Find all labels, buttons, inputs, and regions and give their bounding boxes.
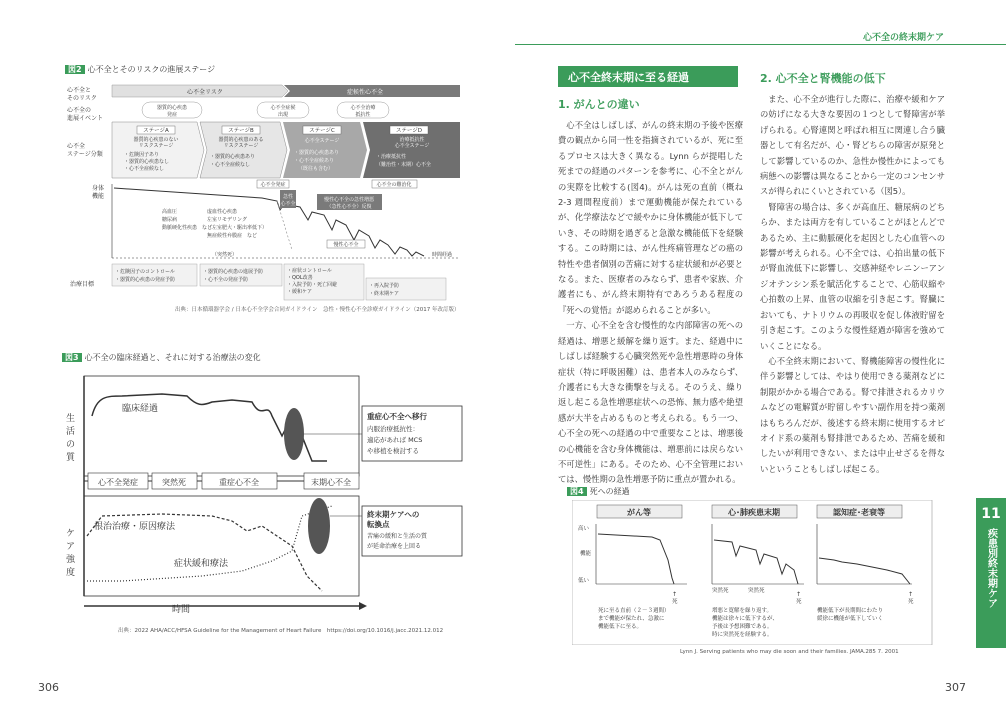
svg-text:↑: ↑	[672, 591, 678, 598]
fig4-panel-3: 認知症･老衰等	[833, 508, 885, 517]
svg-text:（突然死）: （突然死）	[212, 252, 238, 258]
fig2-label-row1b: そのリスク	[67, 95, 97, 102]
svg-text:心不全治療: 心不全治療	[350, 105, 376, 111]
fig3-number: 図3	[62, 353, 82, 362]
svg-text:・心不全の発症予防: ・心不全の発症予防	[203, 277, 249, 283]
fig2-label-row3a: 心不全	[67, 143, 86, 150]
fig4-source: Lynn J. Serving patients who may die soon and their families. JAMA.285 7. 2001	[680, 649, 899, 655]
svg-text:・心不全症候なし: ・心不全症候なし	[210, 162, 251, 168]
svg-text:終末期ケアへの: 終末期ケアへの	[367, 510, 420, 519]
fig2-source: 出典：日本循環器学会 / 日本心不全学会合同ガイドライン 急性・慢性心不全診療ガイドライン（2017 年改訂版）	[175, 307, 460, 313]
fig3-y-bottom: ケ	[66, 529, 76, 539]
chapter-tag: 心不全の終末期ケア	[862, 33, 944, 43]
fig2-label-row2a: 心不全の	[67, 107, 92, 114]
fig3-palliative: 症状緩和療法	[174, 559, 229, 569]
chapter-sidebar-tab	[976, 498, 1006, 648]
svg-text:高い: 高い	[578, 526, 590, 532]
svg-text:・緩和ケア: ・緩和ケア	[287, 289, 313, 295]
svg-text:緩徐に機能が低下していく: 緩徐に機能が低下していく	[817, 616, 884, 622]
col1-para-1: 心不全はしばしば、がんの終末期の予後や医療費の観点から同一性を指摘されているが、死に至るプロセスは大きく異なる。Lynn らが提唱した死までの経過のパターンを参考に、心不全とがんの実際を比較する(図4)。がんは死の直前（概ね 2-3 週間程度前）まで運動機能が保たれているが、化学療法などで緩やかに身体機能が低下していき、その時期を過ぎると急激な機能低下を経験する。この時期には、がん性疼痛管理などの癌の特性や患者個別の苦痛に対する症状緩和が必要となる。また、医療者のみならず、患者や家族、介護者にも、がん終末期特有であろうある程度の『死への覚悟』が認められることが多い。	[558, 120, 743, 315]
svg-text:予後は予想困難である。: 予後は予想困難である。	[712, 624, 773, 630]
svg-text:・心不全症候あり: ・心不全症候あり	[294, 158, 335, 164]
svg-text:リスクステージ: リスクステージ	[138, 143, 174, 149]
subhead-2: 2. 心不全と腎機能の低下	[760, 72, 886, 85]
chapter-number: 11	[981, 506, 1001, 522]
svg-text:動脈硬化性疾患 など: 動脈硬化性疾患 など	[162, 225, 213, 231]
fig3-phase-4: 末期心不全	[311, 478, 351, 487]
svg-text:心不全発症: 心不全発症	[260, 182, 286, 188]
svg-text:虚血性心疾患: 虚血性心疾患	[207, 209, 238, 215]
svg-text:活: 活	[66, 427, 76, 437]
svg-text:↑: ↑	[908, 591, 914, 598]
svg-text:・QOL改善: ・QOL改善	[287, 275, 313, 281]
svg-text:苦痛の緩和と生活の質: 苦痛の緩和と生活の質	[367, 533, 428, 540]
svg-text:糖尿病: 糖尿病	[162, 217, 178, 223]
svg-text:（難治性・末期）心不全: （難治性・末期）心不全	[376, 162, 432, 168]
col2-text	[760, 92, 945, 477]
col2-para-2: 腎障害の場合は、多くが高血圧、糖尿病のどちらか、または両方を有していることがほとんどであるため、主に動脈硬化を起因とした心血管への影響が考えられる。心不全では、心拍出量の低下が腎血流低下に影響し、交感神経やレニンーアンジオテンシン系を賦活化することで、心筋収縮や心拍数の上昇、血管の収縮を引き起こす。腎臓においても、ナトリウムの再吸収を促し体液貯留を引き起こす。このような慢性経過が障害を強めていくことになる。	[760, 201, 945, 351]
fig2-risk-label: 心不全リスク	[187, 89, 223, 96]
svg-text:・器質的心疾患あり: ・器質的心疾患あり	[210, 154, 256, 160]
col1-text	[558, 118, 743, 488]
fig4-title: 死への経過	[589, 487, 630, 496]
fig3-title: 心不全の臨床経過と、それに対する治療法の変化	[84, 353, 261, 362]
svg-text:急性: 急性	[282, 194, 294, 200]
svg-text:（左室肥大・駆出率低下）: （左室肥大・駆出率低下）	[207, 225, 268, 231]
svg-text:・心不全症候なし: ・心不全症候なし	[124, 166, 165, 172]
svg-text:転換点: 転換点	[367, 520, 390, 529]
svg-text:時に突然死を経験する。: 時に突然死を経験する。	[712, 632, 773, 638]
svg-text:（既往も含む）: （既往も含む）	[298, 166, 334, 172]
fig3-source: 出典：2022 AHA/ACC/HFSA Guideline for the Management of Heart Failure https://doi.org/10.1016/j.jacc.2021.12.012	[118, 628, 444, 634]
svg-text:高血圧: 高血圧	[162, 209, 178, 215]
svg-text:低い: 低い	[578, 578, 590, 584]
fig4-diagram	[572, 500, 952, 645]
svg-text:抵抗性: 抵抗性	[355, 112, 371, 118]
fig2-label-row4a: 身体	[92, 185, 105, 192]
fig3-phase-2: 突然死	[162, 478, 186, 487]
fig3-caption	[62, 352, 261, 363]
svg-text:質: 質	[66, 453, 76, 463]
svg-text:死: 死	[908, 599, 914, 605]
svg-text:適応があれば MCS: 適応があれば MCS	[367, 436, 423, 444]
fig2-label-row2b: 進展イベント	[67, 115, 104, 122]
svg-text:死に至る直前（２－３週間）: 死に至る直前（２－３週間）	[598, 608, 670, 614]
svg-text:や移植を検討する: や移植を検討する	[367, 447, 419, 455]
svg-text:心不全ステージ: 心不全ステージ	[394, 143, 430, 149]
svg-text:死: 死	[672, 599, 678, 605]
fig2-caption	[65, 64, 215, 75]
svg-text:機能低下が長期間にわたり: 機能低下が長期間にわたり	[817, 608, 884, 614]
svg-text:・再入院予防: ・再入院予防	[369, 283, 400, 289]
chapter-title: 疾患別終末期ケア	[985, 528, 997, 608]
svg-text:が延命治療を上回る: が延命治療を上回る	[367, 543, 422, 550]
fig2-symptomatic-label: 症候性心不全	[347, 89, 384, 96]
svg-text:突然死: 突然死	[748, 588, 765, 594]
fig3-phase-1: 心不全発症	[98, 478, 138, 487]
fig3-diagram	[62, 366, 482, 624]
fig3-oval-2	[308, 498, 330, 554]
svg-text:心不全ステージ: 心不全ステージ	[304, 138, 340, 144]
svg-text:・危険因子あり: ・危険因子あり	[124, 152, 160, 158]
col2-para-1: また、心不全が進行した際に、治療や緩和ケアの妨げになる大きな要因の１つとして腎障害が挙げられる。心腎連関と呼ばれ相互に関連し合う臓器として有名だが、心・腎どちらの障害が原発として影響しているのか、急性か慢性かによっても病態への影響は異なることから一定のコンセンサスが得られにくいとされている（図5）。	[760, 94, 945, 197]
fig2-label-row5: 治療目標	[70, 281, 95, 288]
fig2-stage-c-name: ステージC	[309, 128, 335, 134]
fig3-palliative-curve	[87, 506, 332, 581]
svg-text:心不全: 心不全	[280, 201, 296, 207]
fig4-panel-1: がん等	[627, 508, 651, 517]
column-1	[558, 96, 743, 488]
fig4-caption	[567, 486, 630, 497]
fig4-number: 図4	[567, 487, 587, 496]
svg-text:重症心不全へ移行: 重症心不全へ移行	[367, 412, 427, 421]
svg-text:機能は徐々に低下するが、: 機能は徐々に低下するが、	[712, 616, 779, 622]
svg-text:まで機能が保たれ、急激に: まで機能が保たれ、急激に	[598, 616, 665, 622]
svg-text:・入院予防・死亡回避: ・入院予防・死亡回避	[287, 282, 338, 288]
svg-text:無症候性弁膜症 など: 無症候性弁膜症 など	[207, 233, 258, 239]
svg-text:・器質的心疾患あり: ・器質的心疾患あり	[294, 150, 340, 156]
fig3-curative: 根治治療・原因療法	[94, 522, 176, 532]
svg-text:機能低下に至る。: 機能低下に至る。	[598, 624, 643, 630]
svg-text:内服治療抵抗性：: 内服治療抵抗性：	[367, 425, 419, 433]
svg-text:・器質的心疾患なし: ・器質的心疾患なし	[124, 159, 170, 165]
subhead-1: 1. がんとの違い	[558, 98, 640, 111]
svg-text:器質的心疾患のない: 器質的心疾患のない	[133, 137, 179, 143]
svg-text:・治療抵抗性: ・治療抵抗性	[376, 154, 407, 160]
svg-text:↑: ↑	[796, 591, 802, 598]
fig3-oval-1	[284, 408, 304, 460]
svg-text:度: 度	[66, 568, 76, 578]
fig2-diagram	[62, 80, 467, 312]
svg-text:心不全の難治化: 心不全の難治化	[376, 182, 412, 188]
svg-text:増悪と寛解を繰り返す。: 増悪と寛解を繰り返す。	[712, 608, 773, 614]
svg-text:・症状コントロール: ・症状コントロール	[287, 268, 332, 274]
fig2-stage-a-name: ステージA	[143, 128, 169, 134]
svg-text:出現: 出現	[277, 112, 289, 118]
fig2-stage-b-name: ステージB	[228, 128, 254, 134]
column-2	[760, 70, 945, 477]
svg-text:慢性心不全の急性増悪: 慢性心不全の急性増悪	[323, 197, 375, 203]
fig3-phase-3: 重症心不全	[219, 478, 259, 487]
fig2-label-row1a: 心不全と	[67, 87, 92, 94]
col1-para-2: 一方、心不全を含む慢性的な内部障害の死への経過は、増悪と緩解を繰り返す。また、経過中にしばしば経験する心臓突然死や急性増悪時の身体症状（特に呼吸困難）は、患者本人のみならず、介護者にも大きな衝撃を与える。そのうえ、繰り返し起こる急性増悪症状への恐怖、無力感や絶望感が大半を占めるものと考えられる。もう一つ、心不全の死への経過の中で重要なことは、増悪後の心機能を含む身体機能は、増悪前には戻らない不可逆性」にある。そのため、心不全管理においては、慢性期の急性増悪予防に重点が置かれる。	[558, 320, 743, 485]
svg-text:心不全症候: 心不全症候	[270, 105, 296, 111]
page-number-left: 306	[38, 681, 59, 694]
fig2-title: 心不全とそのリスクの進展ステージ	[87, 65, 216, 74]
svg-text:発症: 発症	[166, 112, 178, 118]
svg-text:リスクステージ: リスクステージ	[223, 143, 259, 149]
svg-text:・器質的心疾患の進展予防: ・器質的心疾患の進展予防	[203, 269, 264, 275]
svg-text:左室リモデリング: 左室リモデリング	[207, 217, 247, 223]
fig2-stage-d-name: ステージD	[395, 128, 423, 134]
svg-text:突然死: 突然死	[712, 588, 729, 594]
svg-text:（急性心不全）反復: （急性心不全）反復	[326, 204, 372, 210]
fig4-panel-2: 心･肺疾患末期	[728, 508, 780, 517]
fig2-number: 図2	[65, 65, 85, 74]
svg-text:慢性心不全: 慢性心不全	[333, 242, 359, 248]
svg-text:の: の	[66, 440, 76, 450]
header-rule	[515, 44, 1006, 45]
svg-text:治療抵抗性: 治療抵抗性	[399, 137, 425, 143]
page-number-right: 307	[945, 681, 966, 694]
svg-text:・器質的心疾患の発症予防: ・器質的心疾患の発症予防	[115, 277, 176, 283]
svg-text:強: 強	[66, 555, 76, 565]
fig3-time: 時間	[172, 605, 191, 615]
section-title: 心不全終末期に至る経過	[558, 66, 738, 87]
fig2-label-row4b: 機能	[92, 193, 105, 200]
svg-text:機能: 機能	[580, 551, 592, 557]
svg-text:・終末期ケア: ・終末期ケア	[369, 291, 400, 297]
col2-para-3: 心不全終末期において、腎機能障害の慢性化に伴う影響としては、やはり使用できる薬剤などに制限がかかる場合である。腎で排泄されるカリウムなどの電解質が貯留しやすい副作用を持つ薬剤はもちろんだが、後述する終末期に使用するオピオイド系の薬剤も腎排泄であるため、苦痛を緩和したいが利用できない、または中止せざるを得ないということもしばしば起こる。	[760, 355, 945, 474]
svg-text:ア: ア	[66, 542, 76, 552]
fig3-y-top: 生	[66, 414, 76, 424]
svg-text:・危険因子のコントロール: ・危険因子のコントロール	[115, 269, 175, 275]
svg-text:器質的心疾患のある: 器質的心疾患のある	[218, 137, 264, 143]
svg-text:器質的心疾患: 器質的心疾患	[156, 105, 188, 111]
fig2-label-row3b: ステージ分類	[67, 151, 103, 158]
fig3-clinical: 臨床経過	[122, 404, 159, 414]
svg-text:時間経過: 時間経過	[432, 252, 453, 258]
svg-text:死: 死	[796, 599, 802, 605]
